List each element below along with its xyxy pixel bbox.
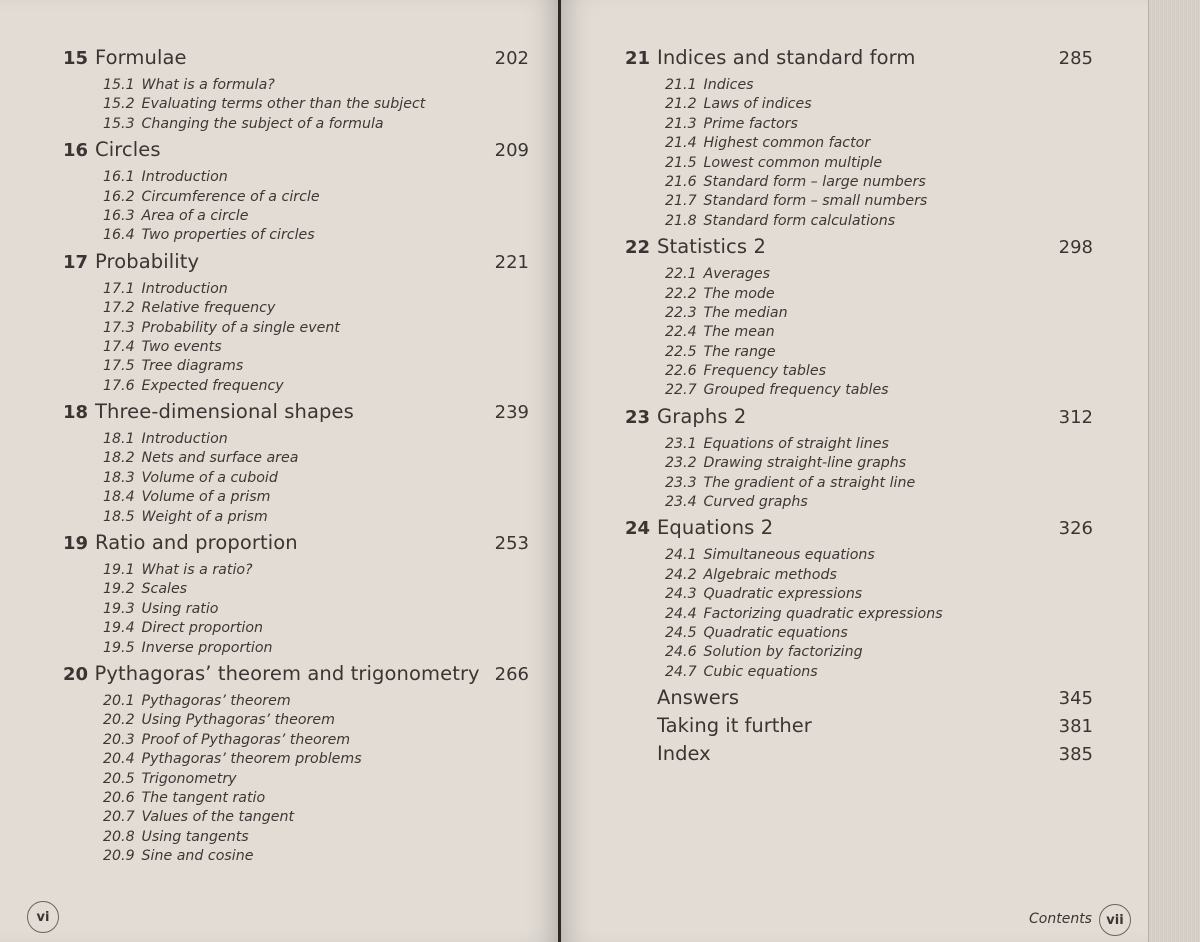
section-number: 16.2 <box>103 188 135 205</box>
section-entry <box>103 449 529 468</box>
section-number: 20.2 <box>103 712 135 729</box>
section-title: Using tangents <box>141 828 249 845</box>
chapter-title: Pythagoras’ theorem and trigonometry <box>94 661 480 685</box>
section-entry <box>103 76 529 95</box>
chapter-number: 21 <box>625 48 651 69</box>
chapter-page-number: 312 <box>1058 406 1093 428</box>
section-entry <box>103 299 529 318</box>
chapter-number: 22 <box>625 237 651 259</box>
section-title: Direct proportion <box>141 620 264 637</box>
section-number: 20.5 <box>103 770 135 787</box>
chapter-page-number: 285 <box>1058 48 1093 69</box>
section-number: 20.7 <box>103 809 135 826</box>
section-title: Standard form – small numbers <box>703 193 928 210</box>
chapter-page-number: 298 <box>1058 237 1093 259</box>
section-number: 16.4 <box>103 227 135 244</box>
back-matter-title: Answers <box>657 686 739 710</box>
section-title: Values of the tangent <box>141 809 295 826</box>
section-title: Lowest common multiple <box>703 154 883 171</box>
section-number: 23.4 <box>665 494 697 511</box>
right-folio: vii <box>1099 904 1131 936</box>
section-number: 17.1 <box>103 280 135 297</box>
left-page <box>0 0 559 942</box>
chapter-title: Three-dimensional shapes <box>95 400 354 424</box>
section-entry <box>665 454 1093 473</box>
section-entry <box>103 789 529 808</box>
section-entry <box>665 285 1093 304</box>
section-number: 24.4 <box>665 605 697 622</box>
section-title: Nets and surface area <box>141 450 299 467</box>
section-entry <box>665 323 1093 342</box>
section-list <box>63 561 529 658</box>
section-number: 21.6 <box>665 173 697 190</box>
section-number: 19.4 <box>103 620 135 637</box>
section-entry <box>103 280 529 299</box>
section-title: Volume of a prism <box>141 489 271 506</box>
section-number: 22.5 <box>665 343 697 360</box>
section-number: 16.3 <box>103 207 135 224</box>
section-entry <box>665 95 1093 114</box>
section-number: 20.8 <box>103 828 135 845</box>
section-number: 22.3 <box>665 304 697 321</box>
section-entry <box>665 643 1093 662</box>
back-matter-title: Taking it further <box>657 714 812 738</box>
section-title: Inverse proportion <box>141 639 273 656</box>
section-title: Relative frequency <box>141 300 276 317</box>
section-entry <box>103 319 529 338</box>
chapter-entry <box>625 405 1093 513</box>
section-number: 22.1 <box>665 266 697 283</box>
section-title: Indices <box>703 77 754 93</box>
section-title: Averages <box>703 266 770 283</box>
section-title: Two events <box>141 338 222 355</box>
back-matter-page-number: 381 <box>1058 716 1093 738</box>
section-entry <box>103 377 529 396</box>
section-title: Factorizing quadratic expressions <box>703 605 943 622</box>
back-matter-page-number: 345 <box>1058 688 1093 710</box>
section-entry <box>665 212 1093 231</box>
section-entry <box>103 828 529 847</box>
section-entry <box>665 381 1093 400</box>
section-title: Probability of a single event <box>141 319 340 336</box>
section-number: 21.5 <box>665 154 697 171</box>
section-number: 15.2 <box>103 96 135 113</box>
right-chapter-list <box>625 46 1093 682</box>
section-title: Introduction <box>141 431 228 448</box>
section-entry <box>103 770 529 789</box>
section-number: 23.1 <box>665 435 697 452</box>
section-title: Using Pythagoras’ theorem <box>141 712 335 729</box>
section-title: Cubic equations <box>703 663 818 680</box>
section-entry <box>665 663 1093 682</box>
chapter-entry <box>63 46 529 134</box>
section-title: Curved graphs <box>703 494 808 511</box>
back-matter-entry <box>625 714 1093 742</box>
section-number: 17.5 <box>103 358 135 375</box>
section-title: Pythagoras’ theorem <box>141 692 291 709</box>
section-title: Quadratic equations <box>703 624 848 641</box>
section-number: 21.3 <box>665 115 697 132</box>
section-entry <box>665 265 1093 284</box>
section-entry <box>103 338 529 357</box>
section-title: Changing the subject of a formula <box>141 115 384 132</box>
chapter-title: Formulae <box>95 46 187 69</box>
chapter-entry <box>625 235 1093 401</box>
section-list <box>625 546 1093 682</box>
section-number: 21.2 <box>665 96 697 113</box>
chapter-heading <box>63 662 529 692</box>
section-entry <box>665 192 1093 211</box>
section-entry <box>665 362 1093 381</box>
chapter-heading <box>63 250 529 280</box>
section-number: 16.1 <box>103 169 135 186</box>
chapter-number: 19 <box>63 533 89 555</box>
chapter-title: Circles <box>95 138 161 162</box>
section-entry <box>103 561 529 580</box>
section-title: Grouped frequency tables <box>703 382 889 399</box>
section-number: 21.8 <box>665 212 697 229</box>
chapter-title: Indices and standard form <box>657 46 916 69</box>
chapter-heading <box>63 531 529 561</box>
section-title: What is a formula? <box>141 77 275 93</box>
section-number: 24.2 <box>665 566 697 583</box>
back-matter-entry <box>625 742 1093 770</box>
chapter-entry <box>625 516 1093 682</box>
section-entry <box>103 639 529 658</box>
section-title: Standard form – large numbers <box>703 173 926 190</box>
section-title: Solution by factorizing <box>703 644 863 661</box>
section-entry <box>103 115 529 134</box>
section-entry <box>103 357 529 376</box>
chapter-title: Equations 2 <box>657 516 774 540</box>
section-number: 21.4 <box>665 135 697 152</box>
section-list <box>63 168 529 246</box>
section-number: 19.2 <box>103 581 135 598</box>
section-title: Frequency tables <box>703 363 826 380</box>
section-entry <box>665 343 1093 362</box>
chapter-page-number: 253 <box>494 533 529 555</box>
chapter-heading <box>625 235 1093 265</box>
section-title: The tangent ratio <box>141 789 266 806</box>
section-title: Drawing straight-line graphs <box>703 455 907 472</box>
section-entry <box>665 435 1093 454</box>
section-number: 21.7 <box>665 193 697 210</box>
section-entry <box>103 731 529 750</box>
section-number: 18.4 <box>103 489 135 506</box>
left-folio: vi <box>27 901 59 933</box>
chapter-entry <box>63 250 529 396</box>
section-title: The range <box>703 343 776 360</box>
section-title: Introduction <box>141 169 228 186</box>
back-matter-page-number: 385 <box>1058 744 1093 766</box>
section-list <box>625 76 1093 231</box>
section-title: Highest common factor <box>703 135 871 152</box>
chapter-number: 18 <box>63 402 89 424</box>
section-entry <box>665 154 1093 173</box>
section-entry <box>665 474 1093 493</box>
section-number: 20.6 <box>103 789 135 806</box>
chapter-page-number: 239 <box>494 402 529 424</box>
chapter-number: 20 <box>63 663 89 685</box>
chapter-title: Graphs 2 <box>657 404 747 428</box>
section-list <box>625 435 1093 513</box>
chapter-entry <box>63 662 529 867</box>
section-title: Pythagoras’ theorem problems <box>141 751 362 768</box>
section-number: 19.5 <box>103 639 135 656</box>
section-number: 18.5 <box>103 508 135 525</box>
section-title: Introduction <box>141 280 228 297</box>
section-entry <box>665 605 1093 624</box>
section-entry <box>103 619 529 638</box>
section-title: The mode <box>703 285 775 302</box>
chapter-entry <box>625 46 1093 231</box>
section-entry <box>103 692 529 711</box>
chapter-number: 24 <box>625 518 651 540</box>
chapter-heading <box>63 46 529 76</box>
chapter-page-number: 202 <box>494 48 529 69</box>
section-entry <box>665 304 1093 323</box>
section-entry <box>665 546 1093 565</box>
section-title: Standard form calculations <box>703 212 896 229</box>
section-entry <box>665 493 1093 512</box>
section-number: 23.3 <box>665 474 697 491</box>
back-matter-entry <box>625 686 1093 714</box>
chapter-entry <box>63 531 529 658</box>
section-title: Tree diagrams <box>141 358 244 375</box>
section-list <box>63 280 529 396</box>
chapter-page-number: 209 <box>494 140 529 162</box>
section-number: 23.2 <box>665 455 697 472</box>
chapter-heading <box>63 138 529 168</box>
page-edges <box>1148 0 1200 942</box>
section-number: 15.1 <box>103 77 135 93</box>
section-number: 21.1 <box>665 77 697 93</box>
section-entry <box>665 624 1093 643</box>
section-title: Area of a circle <box>141 207 249 224</box>
section-title: The mean <box>703 324 775 341</box>
section-title: Circumference of a circle <box>141 188 320 205</box>
section-number: 22.6 <box>665 363 697 380</box>
section-entry <box>665 566 1093 585</box>
back-matter-list <box>625 686 1093 770</box>
section-title: Sine and cosine <box>141 848 254 865</box>
section-number: 22.4 <box>665 324 697 341</box>
section-title: Proof of Pythagoras’ theorem <box>141 731 351 748</box>
chapter-number: 23 <box>625 406 651 428</box>
chapter-entry <box>63 400 529 527</box>
section-number: 19.3 <box>103 600 135 617</box>
section-title: Using ratio <box>141 600 219 617</box>
section-entry <box>103 488 529 507</box>
section-entry <box>665 76 1093 95</box>
section-entry <box>665 134 1093 153</box>
chapter-page-number: 266 <box>494 663 529 685</box>
section-title: Prime factors <box>703 115 798 132</box>
section-number: 17.2 <box>103 300 135 317</box>
section-entry <box>103 750 529 769</box>
section-number: 18.1 <box>103 431 135 448</box>
section-title: Laws of indices <box>703 96 812 113</box>
section-number: 19.1 <box>103 562 135 579</box>
section-entry <box>665 585 1093 604</box>
section-title: Simultaneous equations <box>703 547 875 564</box>
section-number: 20.3 <box>103 731 135 748</box>
section-number: 15.3 <box>103 115 135 132</box>
chapter-title: Probability <box>95 249 200 273</box>
section-title: Quadratic expressions <box>703 586 863 603</box>
section-title: Expected frequency <box>141 377 284 394</box>
section-title: The median <box>703 304 788 321</box>
section-number: 17.6 <box>103 377 135 394</box>
back-matter-title: Index <box>657 742 711 766</box>
running-head: Contents <box>1029 911 1092 927</box>
chapter-entry <box>63 138 529 246</box>
section-title: Volume of a cuboid <box>141 469 278 486</box>
section-number: 24.5 <box>665 624 697 641</box>
section-entry <box>103 508 529 527</box>
right-toc-column <box>625 46 1093 770</box>
section-list <box>63 76 529 134</box>
left-toc-column <box>63 46 529 871</box>
section-entry <box>665 115 1093 134</box>
section-list <box>63 692 529 867</box>
section-title: Two properties of circles <box>141 227 315 244</box>
section-number: 18.3 <box>103 469 135 486</box>
section-title: The gradient of a straight line <box>703 474 916 491</box>
section-entry <box>103 207 529 226</box>
section-title: What is a ratio? <box>141 562 253 579</box>
chapter-number: 15 <box>63 48 89 69</box>
chapter-page-number: 221 <box>494 251 529 273</box>
section-entry <box>103 600 529 619</box>
section-entry <box>103 469 529 488</box>
section-entry <box>665 173 1093 192</box>
section-list <box>625 265 1093 401</box>
section-number: 20.4 <box>103 751 135 768</box>
chapter-page-number: 326 <box>1058 518 1093 540</box>
section-number: 24.3 <box>665 586 697 603</box>
section-entry <box>103 808 529 827</box>
section-entry <box>103 430 529 449</box>
section-title: Trigonometry <box>141 770 237 787</box>
section-number: 24.7 <box>665 663 697 680</box>
chapter-heading <box>625 405 1093 435</box>
section-number: 22.7 <box>665 382 697 399</box>
chapter-heading <box>625 516 1093 546</box>
section-number: 17.4 <box>103 338 135 355</box>
right-page <box>561 0 1148 942</box>
section-entry <box>103 95 529 114</box>
section-number: 17.3 <box>103 319 135 336</box>
section-entry <box>103 168 529 187</box>
section-title: Scales <box>141 581 188 598</box>
chapter-title: Ratio and proportion <box>95 531 298 555</box>
section-entry <box>103 711 529 730</box>
section-entry <box>103 226 529 245</box>
section-entry <box>103 847 529 866</box>
section-list <box>63 430 529 527</box>
chapter-heading <box>63 400 529 430</box>
section-number: 18.2 <box>103 450 135 467</box>
section-number: 24.1 <box>665 547 697 564</box>
section-title: Equations of straight lines <box>703 435 889 452</box>
section-number: 22.2 <box>665 285 697 302</box>
chapter-number: 17 <box>63 251 89 273</box>
section-entry <box>103 188 529 207</box>
section-number: 20.1 <box>103 692 135 709</box>
chapter-title: Statistics 2 <box>657 235 766 259</box>
section-number: 24.6 <box>665 644 697 661</box>
chapter-heading <box>625 46 1093 76</box>
chapter-number: 16 <box>63 140 89 162</box>
section-title: Evaluating terms other than the subject <box>141 96 426 113</box>
section-title: Weight of a prism <box>141 508 268 525</box>
section-entry <box>103 580 529 599</box>
section-number: 20.9 <box>103 848 135 865</box>
section-title: Algebraic methods <box>703 566 837 583</box>
